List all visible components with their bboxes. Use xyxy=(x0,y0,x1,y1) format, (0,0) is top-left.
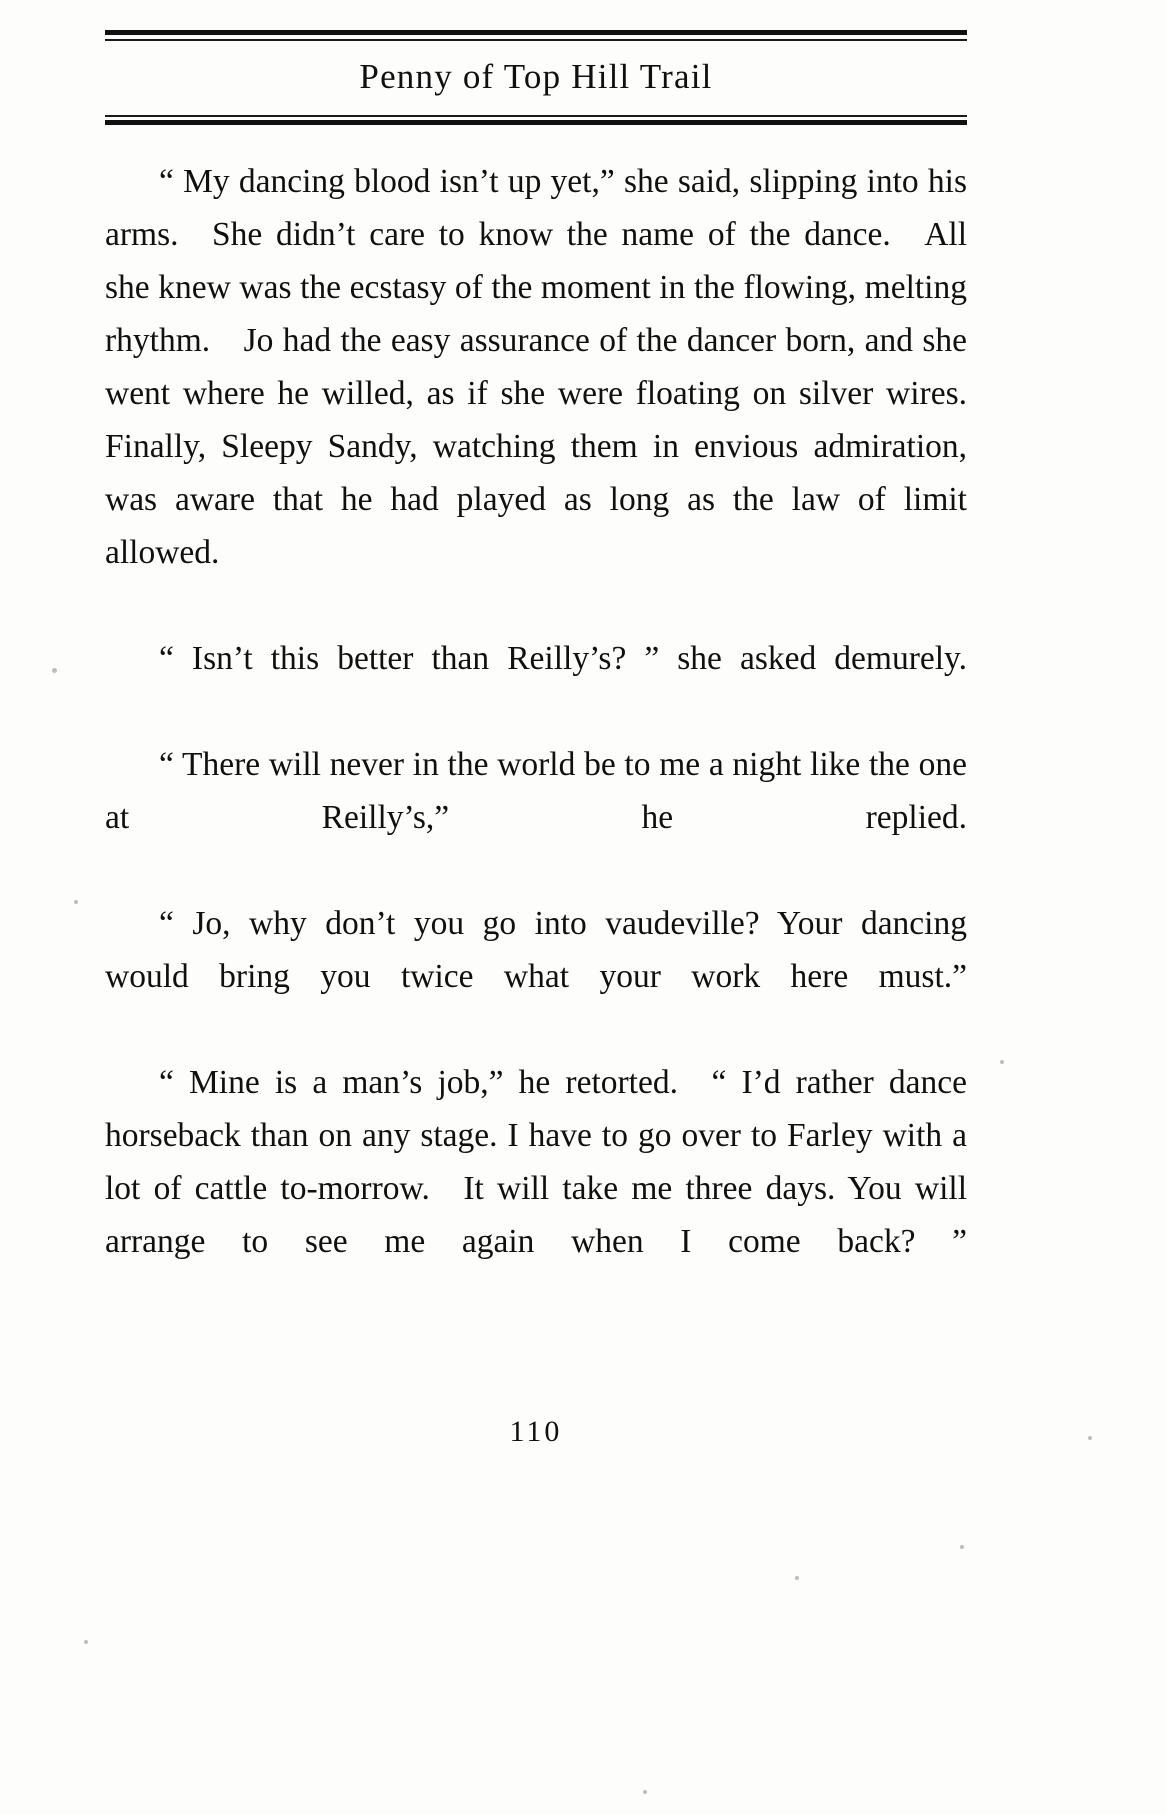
page-content xyxy=(105,30,967,1448)
paper-speck xyxy=(1088,1436,1092,1440)
paper-speck xyxy=(643,1790,647,1794)
paragraph: “ Isn’t this better than Reilly’s? ” she asked demurely. xyxy=(159,640,967,677)
paper-speck xyxy=(74,900,78,904)
header-rule-thick-bottom xyxy=(105,120,967,125)
paper-speck xyxy=(52,668,57,673)
paragraph: “ My dancing blood isn’t up yet,” she said, slipping into his arms. She didn’t care to know the name of the dance. All she knew was the ecstasy of the moment in the flowing, melting rhythm. Jo had the easy assurance of the dancer born, and she went where he willed, as if she were floating on silver wires. Finally, Sleepy Sandy, watching them in envious admiration, was aware that he had played as long as the law of limit allowed. xyxy=(105,163,967,571)
header-rules-bottom xyxy=(105,115,967,125)
paper-speck xyxy=(960,1545,964,1549)
paper-speck xyxy=(795,1576,799,1580)
body-text xyxy=(105,155,967,1321)
running-head: Penny of Top Hill Trail xyxy=(359,57,713,96)
paragraph: “ Jo, why don’t you go into vaudeville? Your dancing would bring you twice what your work here must.” xyxy=(105,905,967,995)
paper-speck xyxy=(84,1640,88,1644)
paragraph: “ There will never in the world be to me a night like the one at Reilly’s,” he replied. xyxy=(105,746,967,836)
paragraph: “ Mine is a man’s job,” he retorted. “ I’d rather dance horseback than on any stage. I have to go over to Farley with a lot of cattle to-morrow. It will take me three days. You will arrange to see me again when I come back? ” xyxy=(105,1064,967,1260)
page-number: 110 xyxy=(509,1415,563,1448)
header-rules-top xyxy=(105,30,967,41)
paper-speck xyxy=(1000,1060,1004,1064)
